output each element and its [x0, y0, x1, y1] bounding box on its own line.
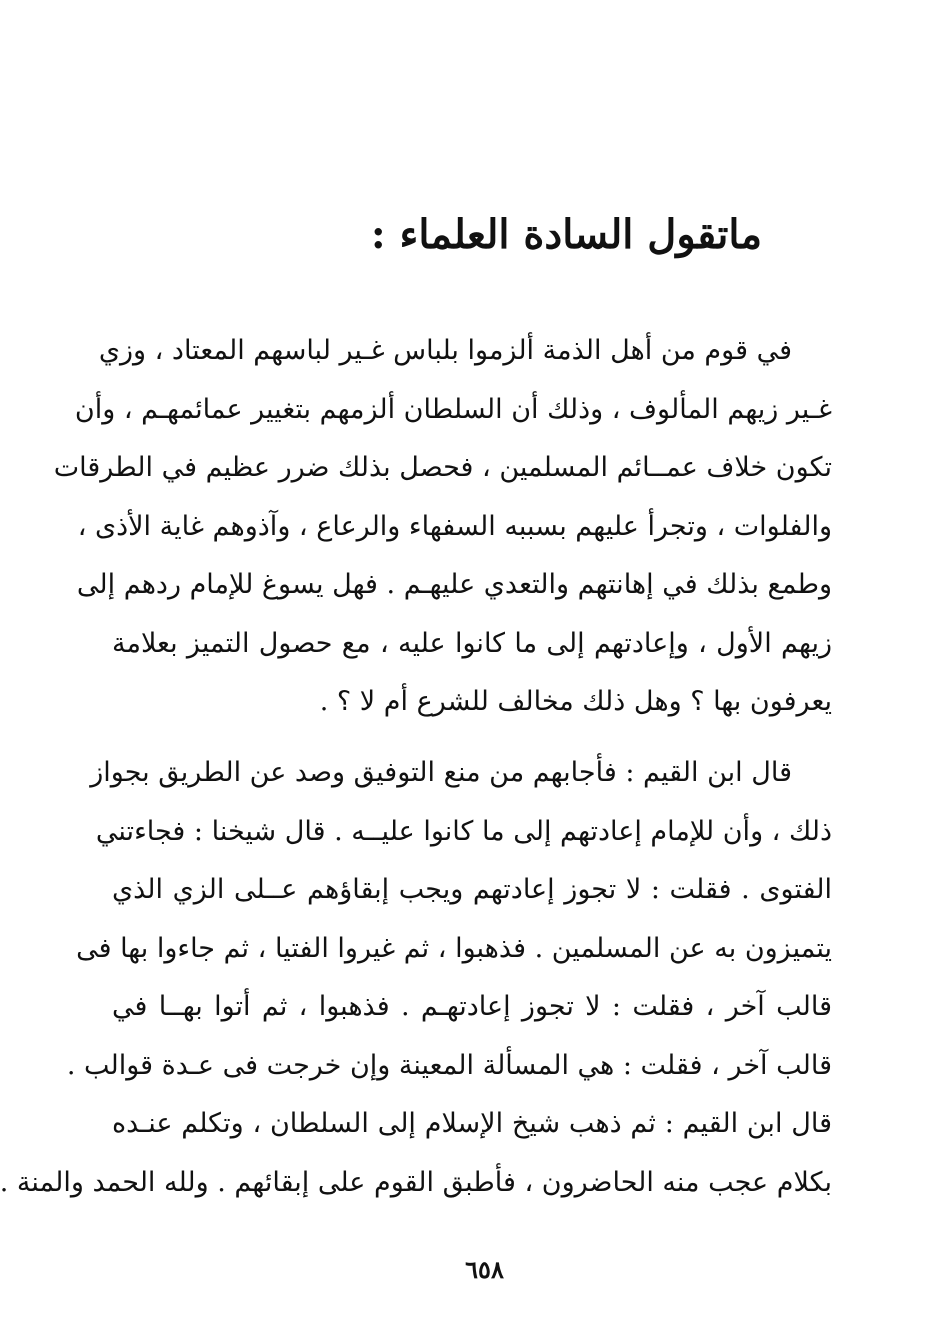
- text-line: في قوم من أهل الذمة ألزموا بلباس غـير لباسهم المعتاد ، وزي: [98, 335, 792, 366]
- text-line: يعرفون بها ؟ وهل ذلك مخالف للشرع أم لا ؟ .: [319, 686, 832, 717]
- text-line: قال ابن القيم : فأجابهم من منع التوفيق وصد عن الطريق بجواز: [90, 757, 792, 788]
- text-line: بكلام عجب منه الحاضرون ، فأطبق القوم على إبقائهم . ولله الحمد والمنة .: [0, 1166, 832, 1198]
- text-line: قال ابن القيم : ثم ذهب شيخ الإسلام إلى السلطان ، وتكلم عنـده: [112, 1108, 832, 1139]
- text-line: قالب آخر ، فقلت : هي المسألة المعينة وإن خرجت فى عـدة قوالب .: [66, 1049, 832, 1081]
- page-heading: ماتقول السادة العلماء :: [370, 211, 762, 258]
- text-line: والفلوات ، وتجرأ عليهم بسببه السفهاء والرعاع ، وآذوهم غاية الأذى ،: [77, 510, 832, 542]
- text-line: ذلك ، وأن للإمام إعادتهم إلى ما كانوا عليــه . قال شيخنا : فجاءتني: [95, 815, 832, 847]
- text-line: زيهم الأول ، وإعادتهم إلى ما كانوا عليه ، مع حصول التميز بعلامة: [112, 627, 832, 659]
- text-line: وطمع بذلك في إهانتهم والتعدي عليهـم . فهل يسوغ للإمام ردهم إلى: [76, 569, 832, 600]
- page-number: ٦٥٨: [465, 1255, 504, 1284]
- text-line: تكون خلاف عمــائم المسلمين ، فحصل بذلك ضرر عظيم في الطرقات: [53, 452, 832, 483]
- text-line: غـير زيهم المألوف ، وذلك أن السلطان ألزمهم بتغيير عمائمهـم ، وأن: [74, 393, 832, 425]
- text-line: يتميزون به عن المسلمين . فذهبوا ، ثم غيروا الفتيا ، ثم جاءوا بها فى: [76, 932, 832, 964]
- answer-paragraph: [0, 744, 832, 1212]
- question-paragraph: [53, 322, 832, 732]
- text-line: الفتوى . فقلت : لا تجوز إعادتهم ويجب إبقاؤهم عــلى الزي الذي: [112, 874, 832, 905]
- text-line: قالب آخر ، فقلت : لا تجوز إعادتهـم . فذهبوا ، ثم أتوا بهــا في: [112, 991, 832, 1022]
